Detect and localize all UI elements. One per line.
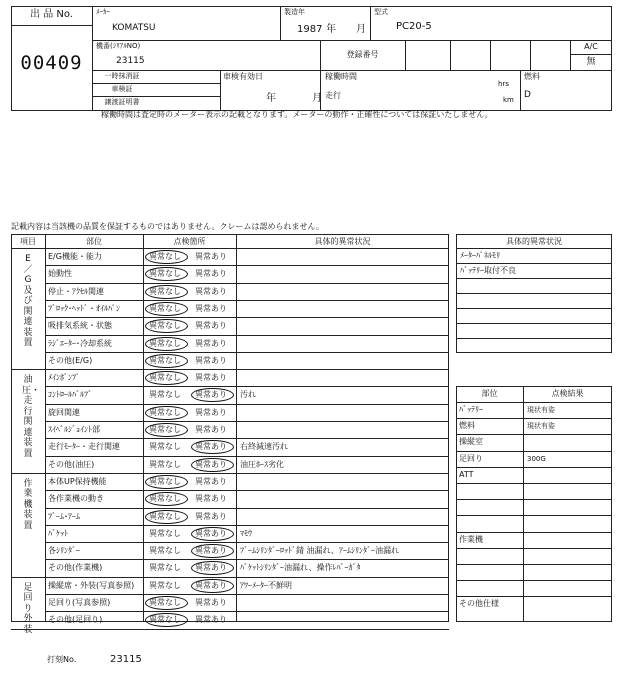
status-circle [145,337,188,351]
check-option-ng[interactable]: 異常あり [195,355,227,365]
status-circle [145,302,188,316]
side-part-cell: ATT [459,469,474,479]
year-unit: 年 [326,24,336,35]
side-result-header: 点検結果 [551,389,584,398]
maker-label: ﾒｰｶｰ [96,8,110,16]
check-option-ng[interactable]: 異常あり [195,338,227,348]
check-option-ok[interactable]: 異常なし [149,390,181,400]
part-cell: ﾒｲﾝﾎﾟﾝﾌﾟ [48,373,80,383]
side-bottom-divider [456,596,612,597]
row-divider [45,542,449,543]
row-divider [45,594,449,595]
row-divider [11,577,449,578]
row-divider [45,490,449,491]
part-cell: ﾗｼﾞｴｰﾀｰ･冷却系統 [48,338,112,348]
group-label: 作業機装置 [23,478,33,531]
month-unit: 月 [356,24,366,35]
check-option-ng[interactable]: 異常あり [195,476,227,486]
part-cell: 足回り(写真参照) [48,598,111,607]
row-divider [45,456,449,457]
check-option-ok[interactable]: 異常なし [149,252,181,261]
detail-cell: 右終減速汚れ [240,442,288,452]
check-option-ng[interactable]: 異常あり [195,528,227,538]
status-circle [191,527,234,541]
check-option-ok[interactable]: 異常なし [149,407,181,417]
side-bottom-divider [456,499,612,500]
side-result-cell: 現状有姿 [527,422,555,431]
side-top-divider [456,278,612,279]
check-option-ok[interactable]: 異常なし [149,269,181,279]
detail-cell: ﾏﾓｳ [240,528,252,538]
group-label: 油圧・走行関連装置 [22,375,41,459]
model-value: PC20-5 [396,21,432,32]
stamp-value: 23115 [110,654,142,665]
part-cell: 吸排気系統・状態 [48,321,112,331]
year-label: 製造年 [284,8,305,16]
status-circle [191,458,234,472]
inspection-month: 月 [312,93,322,104]
check-option-ng[interactable]: 異常あり [195,269,227,279]
part-cell: ｽｲﾍﾞﾙｼﾞｮｲﾝﾄ部 [48,425,100,434]
row-divider [45,317,449,318]
check-option-ng[interactable]: 異常あり [195,511,227,521]
side-top-divider [456,293,612,294]
side-result-cell: 300G [527,454,546,463]
serial-label: 機番(ｼﾘｱﾙNO) [96,42,141,50]
detail-cell: 汚れ [240,390,256,400]
status-circle [145,613,188,627]
hours-note: 稼働時間は査定時のメーター表示の記載となります。メーターの動作・正確性については保証いたしません。 [101,110,493,119]
check-option-ok[interactable]: 異常なし [149,442,181,452]
side-top-header: 具体的異常状況 [506,237,562,246]
side-top-divider [456,248,612,249]
check-option-ng[interactable]: 異常あり [195,252,227,261]
check-option-ok[interactable]: 異常なし [149,459,181,469]
row-divider [45,559,449,560]
status-circle [191,544,234,558]
row-divider [45,386,449,387]
detail-cell: ﾊﾞｹｯﾄｼﾘﾝﾀﾞｰ油漏れ、操作ﾚﾊﾞｰｶﾞﾀ [240,563,361,573]
group-label: E／G及び関連装置 [23,254,33,348]
check-option-ok[interactable]: 異常なし [149,303,181,313]
col-detail-header: 具体的異常状況 [314,237,371,246]
ac-value: 無 [586,57,596,67]
row-divider [45,525,449,526]
detail-cell: ｱﾜｰﾒｰﾀｰ不鮮明 [240,580,292,590]
check-option-ok[interactable]: 異常なし [149,476,181,486]
cert-1: 一時抹消証 [104,72,140,80]
row-divider [11,473,449,474]
disclaimer: 記載内容は当該機の品質を保証するものではありません。クレームは認められません。 [11,222,324,231]
side-bottom-divider [456,434,612,435]
part-cell: その他(足回り) [48,615,103,625]
status-circle [145,371,188,385]
lot-label: 出 品 No. [30,9,73,20]
check-option-ok[interactable]: 異常なし [149,425,181,434]
part-cell: 本体UP保持機能 [48,476,107,486]
side-part-cell: その他仕様 [459,599,499,609]
row-divider [45,421,449,422]
side-bottom-divider [456,564,612,565]
part-cell: ﾌﾞﾛｯｸ･ﾍｯﾄﾞ・ｵｲﾙﾊﾟﾝ [48,303,120,313]
row-divider [45,611,449,612]
status-circle [145,354,188,368]
side-bottom-divider [456,418,612,419]
part-cell: 走行ﾓｰﾀｰ・走行関連 [48,442,120,452]
side-top-divider [456,323,612,324]
row-divider [45,265,449,266]
col-check-header: 点検箇所 [173,237,206,246]
serial-value: 23115 [116,56,145,66]
km-unit: km [503,96,514,104]
part-cell: E/G機能・能力 [48,252,102,261]
part-cell: 各作業機の動き [48,494,104,504]
side-part-cell: 操縦室 [459,437,483,447]
ac-label: A/C [584,42,598,51]
side-part-cell: 足回り [459,453,483,463]
part-cell: ｺﾝﾄﾛｰﾙﾊﾞﾙﾌﾞ [48,390,92,400]
check-option-ok[interactable]: 異常なし [149,373,181,383]
check-option-ng[interactable]: 異常あり [195,580,227,590]
part-cell: その他(E/G) [48,355,93,365]
side-top-divider [456,263,612,264]
check-option-ng[interactable]: 異常あり [195,321,227,331]
side-bottom-divider [456,467,612,468]
part-cell: ﾊﾞｹｯﾄ [48,528,68,538]
check-option-ok[interactable]: 異常なし [149,615,181,625]
check-option-ok[interactable]: 異常なし [149,355,181,365]
cert-2: 車検証 [111,85,133,93]
fuel-value: D [524,90,531,100]
maker-value: KOMATSU [112,23,156,33]
status-circle [145,510,188,524]
check-option-ok[interactable]: 異常なし [149,598,181,607]
part-cell: 旋回関連 [48,407,80,417]
lot-number: 00409 [20,52,83,74]
status-circle [145,250,188,264]
check-option-ok[interactable]: 異常なし [149,286,181,296]
part-cell: 始動性 [48,269,72,279]
side-bottom-divider [456,580,612,581]
detail-cell: ﾌﾞｰﾑｼﾘﾝﾀﾞｰﾛｯﾄﾞ錆 油漏れ、ｱｰﾑｼﾘﾝﾀﾞｰ油漏れ [240,546,400,556]
status-circle [191,579,234,593]
side-part-cell: 作業機 [459,534,483,544]
part-cell: その他(作業機) [48,563,103,573]
year-value: 1987 [297,24,323,35]
check-option-ok[interactable]: 異常なし [149,338,181,348]
check-option-ok[interactable]: 異常なし [149,511,181,521]
side-bottom-divider [456,532,612,533]
side-bottom-divider [456,451,612,452]
check-option-ng[interactable]: 異常あり [195,494,227,504]
side-bottom-divider [456,483,612,484]
fuel-label: 燃料 [524,72,540,81]
status-circle [145,423,188,437]
row-divider [45,300,449,301]
inspection-year: 年 [266,93,276,104]
check-option-ok[interactable]: 異常なし [149,563,181,573]
side-top-divider [456,308,612,309]
check-option-ok[interactable]: 異常なし [149,528,181,538]
side-top-cell: ﾒｰﾀｰﾊﾟﾈﾙﾓﾘ [460,251,500,260]
col-part-header: 部位 [86,237,102,246]
row-divider [45,508,449,509]
status-circle [145,475,188,489]
side-bottom-divider [456,515,612,516]
part-cell: 停止・ｱｸｾﾙ関連 [48,286,104,296]
reg-label: 登録番号 [346,50,379,59]
check-option-ng[interactable]: 異常あり [195,442,227,452]
model-label: 型式 [374,8,388,16]
check-option-ng[interactable]: 異常あり [195,615,227,625]
side-bottom-divider [456,548,612,549]
row-divider [11,369,449,370]
check-option-ok[interactable]: 異常なし [149,321,181,331]
row-divider [45,404,449,405]
part-cell: 操縦席・外装(写真参照) [48,580,135,590]
row-divider [45,438,449,439]
status-circle [145,285,188,299]
detail-cell: 油圧ﾎｰｽ劣化 [240,459,284,469]
part-cell: ﾌﾞｰﾑ･ｱｰﾑ [48,511,80,521]
row-divider [45,283,449,284]
side-top-divider [456,338,612,339]
col-item-header: 項目 [20,237,36,246]
check-option-ok[interactable]: 異常なし [149,580,181,590]
part-cell: 各ｼﾘﾝﾀﾞｰ [48,546,80,556]
side-part-cell: 燃料 [459,421,475,431]
row-divider [45,335,449,336]
check-option-ng[interactable]: 異常あり [195,407,227,417]
side-result-cell: 現状有姿 [527,406,555,414]
status-circle [145,406,188,420]
stamp-label: 打刻No. [47,655,77,664]
check-option-ok[interactable]: 異常なし [149,546,181,556]
check-option-ng[interactable]: 異常あり [195,546,227,556]
group-label: 足回り外装 [23,582,33,635]
status-circle [145,596,188,610]
check-option-ng[interactable]: 異常あり [195,373,227,383]
side-part-header: 部位 [481,389,498,398]
check-option-ng[interactable]: 異常あり [195,303,227,313]
row-divider [11,629,449,630]
hrs-unit: hrs [498,80,509,88]
side-bottom-divider [456,402,612,403]
check-option-ok[interactable]: 異常なし [149,494,181,504]
part-cell: その他(油圧) [48,459,95,469]
travel-label: 走行 [325,91,341,100]
side-top-cell: ﾊﾞｯﾃﾘｰ取付不良 [460,266,516,275]
check-option-ng[interactable]: 異常あり [195,598,227,607]
check-option-ng[interactable]: 異常あり [195,459,227,469]
check-option-ng[interactable]: 異常あり [195,563,227,573]
inspection-label: 車検有効日 [223,72,263,81]
check-option-ng[interactable]: 異常あり [195,390,227,400]
row-divider [45,352,449,353]
cert-3: 譲渡証明書 [104,98,140,106]
check-option-ng[interactable]: 異常あり [195,286,227,296]
side-part-cell: ﾊﾞｯﾃﾘｰ [459,405,483,414]
check-option-ng[interactable]: 異常あり [195,425,227,434]
hours-label: 稼働時間 [325,72,357,81]
